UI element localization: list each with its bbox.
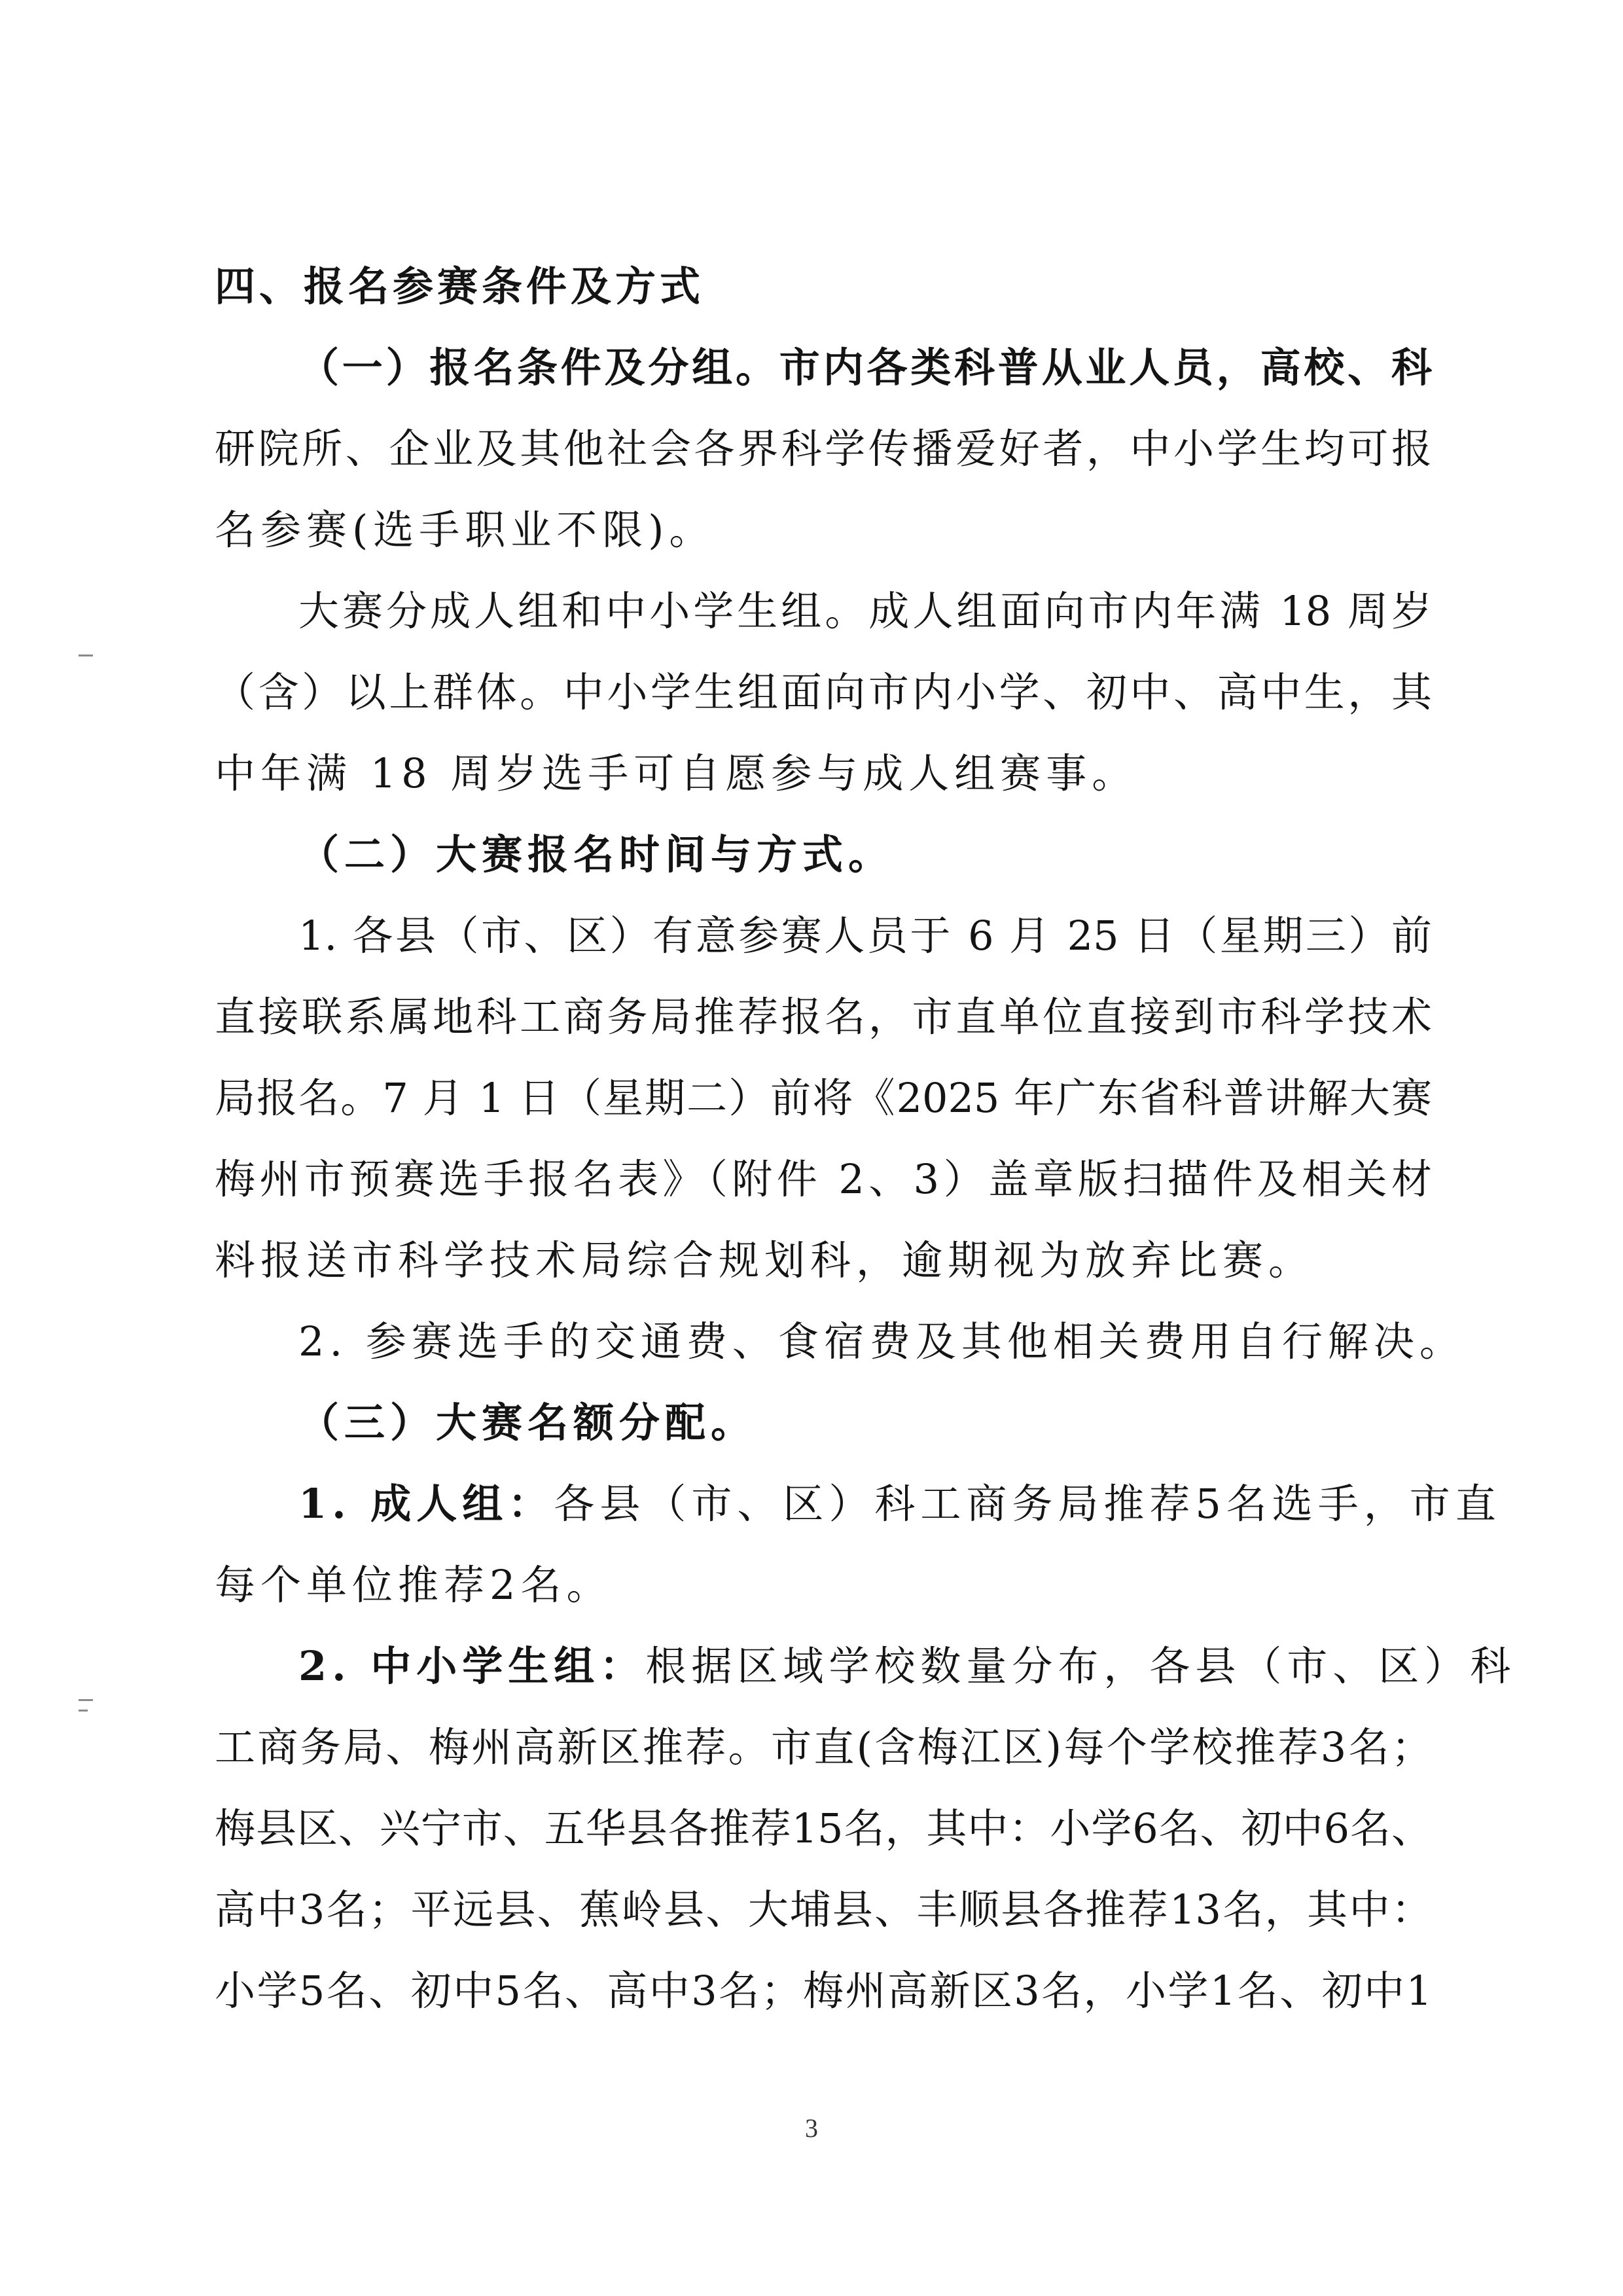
item-text: 各县（市、区）科工商务局推荐5名选手，市直	[554, 1480, 1501, 1528]
paragraph-line: （一）报名条件及分组。市内各类科普从业人员，高校、科	[298, 344, 1432, 391]
paragraph-line: 研院所、企业及其他社会各界科学传播爱好者，中小学生均可报	[215, 425, 1432, 473]
paragraph-line: 局报名。7 月 1 日（星期二）前将《2025 年广东省科普讲解大赛	[215, 1074, 1432, 1122]
paragraph-line: 梅县区、兴宁市、五华县各推荐15名，其中：小学6名、初中6名、	[215, 1804, 1432, 1852]
scan-mark	[79, 1710, 88, 1712]
paragraph-line: 小学5名、初中5名、高中3名；梅州高新区3名，小学1名、初中1	[215, 1967, 1432, 2015]
paragraph-line: 梅州市预赛选手报名表》（附件 2、3）盖章版扫描件及相关材	[215, 1155, 1432, 1203]
scan-mark	[79, 1699, 93, 1701]
item-lead: 2. 中小学生组：	[298, 1642, 646, 1690]
scan-mark	[79, 655, 93, 656]
paragraph-line	[298, 1640, 1516, 1693]
item-lead: 1. 成人组：	[298, 1480, 554, 1528]
paragraph-line: 2. 参赛选手的交通费、食宿费及其他相关费用自行解决。	[298, 1318, 1465, 1365]
paragraph-line: 中年满 18 周岁选手可自愿参与成人组赛事。	[215, 749, 1138, 797]
paragraph-line: 1. 各县（市、区）有意参赛人员于 6 月 25 日（星期三）前	[298, 912, 1432, 960]
paragraph-line	[298, 1478, 1501, 1530]
section-heading: 四、报名参赛条件及方式	[215, 262, 705, 310]
paragraph-line: 高中3名；平远县、蕉岭县、大埔县、丰顺县各推荐13名，其中：	[215, 1886, 1432, 1933]
paragraph-line: 名参赛(选手职业不限)。	[215, 506, 715, 554]
subsection-heading: （三）大赛名额分配。	[298, 1399, 757, 1446]
paragraph-line: 工商务局、梅州高新区推荐。市直(含梅江区)每个学校推荐3名；	[215, 1723, 1432, 1771]
paragraph-line: 直接联系属地科工商务局推荐报名，市直单位直接到市科学技术	[215, 993, 1432, 1041]
page-number: 3	[805, 2113, 818, 2143]
paragraph-line: 大赛分成人组和中小学生组。成人组面向市内年满 18 周岁	[298, 587, 1432, 635]
subsection-heading: （二）大赛报名时间与方式。	[298, 831, 895, 878]
item-text: 根据区域学校数量分布，各县（市、区）科	[645, 1642, 1516, 1690]
paragraph-line: 每个单位推荐2名。	[215, 1561, 613, 1609]
paragraph-line: 料报送市科学技术局综合规划科，逾期视为放弃比赛。	[215, 1236, 1315, 1284]
paragraph-line: （含）以上群体。中小学生组面向市内小学、初中、高中生，其	[215, 668, 1432, 716]
